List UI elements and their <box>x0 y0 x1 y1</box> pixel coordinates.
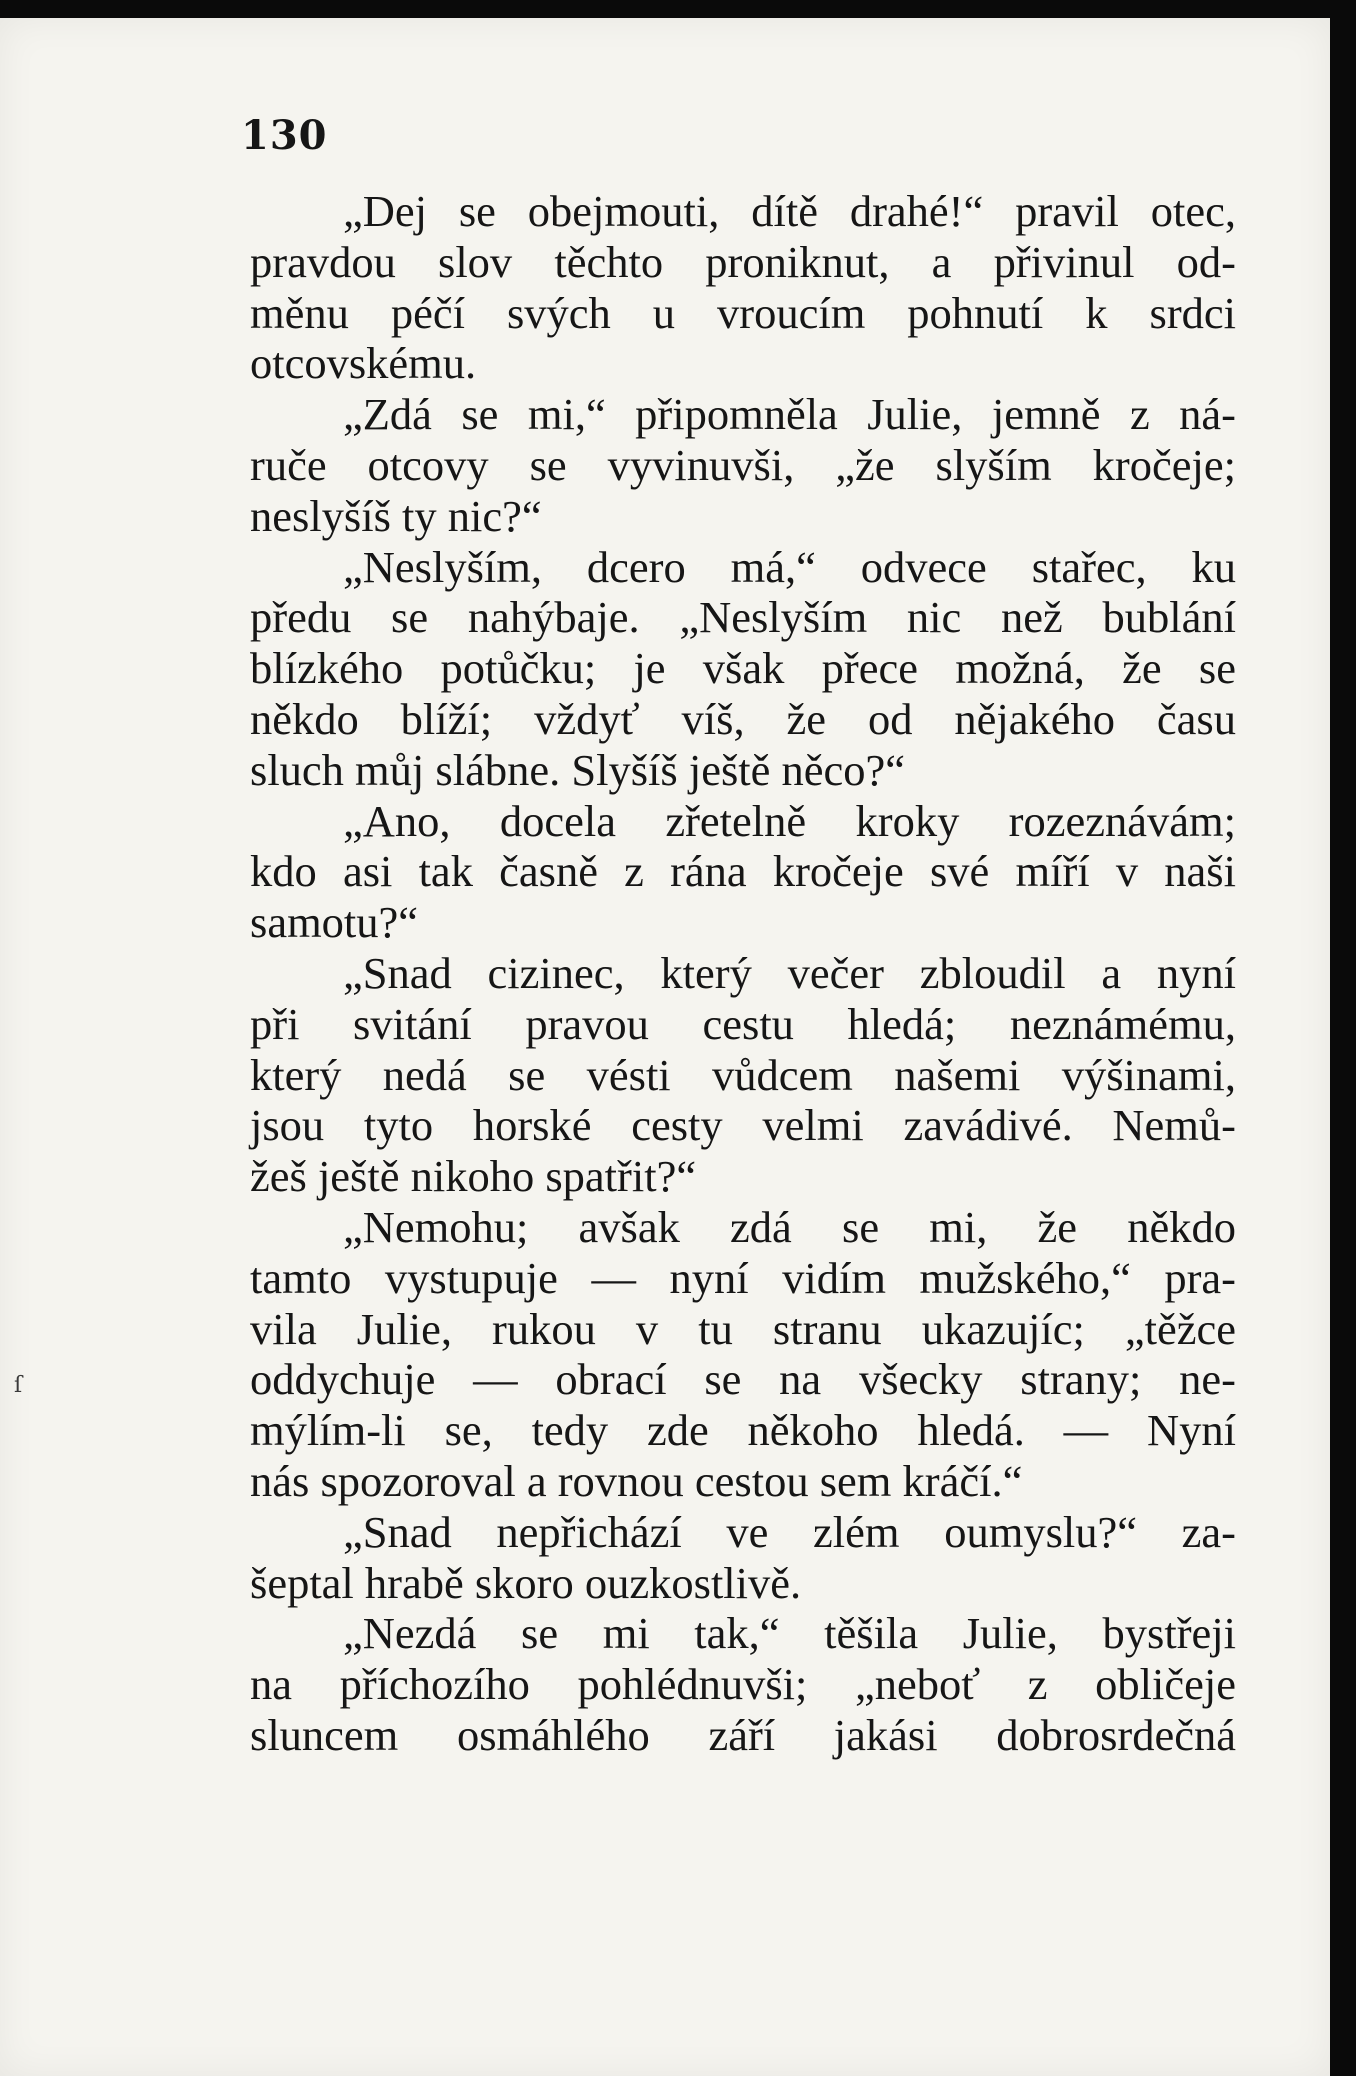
text-line: žeš ještě nikoho spatřit?“ <box>250 1151 697 1202</box>
text-line: samotu?“ <box>250 897 419 948</box>
text-line: oddychuje — obrací se na všecky strany; ne- <box>250 1354 1236 1405</box>
text-line: „Snad nepřichází ve zlém oumyslu?“ za- <box>343 1506 1236 1557</box>
text-line: mýlím-li se, tedy zde někoho hledá. — Nyní <box>250 1405 1236 1456</box>
page-text <box>250 186 1236 1761</box>
text-line: pravdou slov těchto proniknut, a přivinul od- <box>250 236 1236 287</box>
text-line: sluch můj slábne. Slyšíš ještě něco?“ <box>250 744 906 795</box>
margin-mark: ſ <box>14 1373 23 1398</box>
text-line: ruče otcovy se vyvinuvši, „že slyším kročeje; <box>250 439 1236 490</box>
text-line: „Zdá se mi,“ připomněla Julie, jemně z ná- <box>343 389 1236 440</box>
text-line: „Neslyším, dcero má,“ odvece stařec, ku <box>343 541 1236 592</box>
text-line: na příchozího pohlédnuvši; „neboť z obličeje <box>250 1659 1236 1710</box>
text-line: vila Julie, rukou v tu stranu ukazujíc; „těžce <box>250 1303 1236 1354</box>
text-line: šeptal hrabě skoro ouzkostlivě. <box>250 1557 802 1608</box>
text-line: „Nezdá se mi tak,“ těšila Julie, bystřeji <box>343 1608 1236 1659</box>
text-line: otcovskému. <box>250 338 477 389</box>
text-line: blízkého potůčku; je však přece možná, že se <box>250 643 1236 694</box>
text-line: neslyšíš ty nic?“ <box>250 490 542 541</box>
text-line: který nedá se vésti vůdcem našemi výšinami, <box>250 1049 1236 1100</box>
text-line: „Nemohu; avšak zdá se mi, že někdo <box>343 1201 1236 1252</box>
text-line: někdo blíží; vždyť víš, že od nějakého času <box>250 693 1236 744</box>
text-line: při svitání pravou cestu hledá; neznámému, <box>250 998 1236 1049</box>
page-number: 130 <box>241 112 328 159</box>
text-line: „Snad cizinec, který večer zbloudil a nyní <box>343 947 1236 998</box>
text-line: „Dej se obejmouti, dítě drahé!“ pravil otec, <box>343 186 1236 236</box>
text-line: nás spozoroval a rovnou cestou sem kráčí.“ <box>250 1455 1023 1506</box>
text-line: měnu péčí svých u vroucím pohnutí k srdci <box>250 287 1236 338</box>
text-line: předu se nahýbaje. „Neslyším nic než bublání <box>250 592 1236 643</box>
text-line: tamto vystupuje — nyní vidím mužského,“ pra- <box>250 1252 1236 1303</box>
text-line: sluncem osmáhlého září jakási dobrosrdečná <box>250 1709 1236 1760</box>
text-line: jsou tyto horské cesty velmi zavádivé. Nemů- <box>250 1100 1236 1151</box>
text-line: kdo asi tak časně z rána kročeje své míří v naši <box>250 846 1236 897</box>
book-page <box>0 18 1330 2076</box>
text-line: „Ano, docela zřetelně kroky rozeznávám; <box>343 795 1236 846</box>
scan-right-edge <box>1330 0 1356 2076</box>
